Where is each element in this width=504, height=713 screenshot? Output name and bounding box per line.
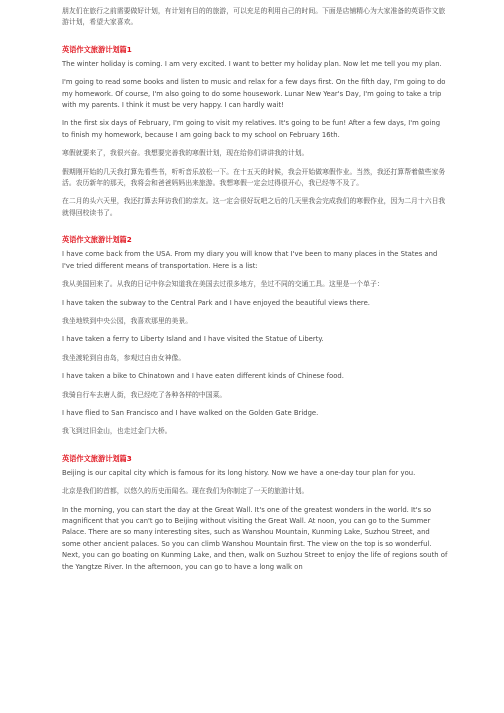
section-1-title: 英语作文旅游计划篇1 <box>62 44 132 54</box>
section-2-paragraph-9: I have flied to San Francisco and I have walked on the Golden Gate Bridge. <box>62 408 319 417</box>
section-1-paragraph-6: 在二月的头六天里，我还打算去拜访我们的亲友。这一定会很好玩吧之后的几天里我会完成我们的寒假作业，因为二月十六日我就得回校读书了。 <box>62 197 446 217</box>
section-2-paragraph-3: I have taken the subway to the Central Park and I have enjoyed the beautiful views there. <box>62 298 370 307</box>
section-2-paragraph-4: 我坐地铁到中央公园，我喜欢那里的美景。 <box>62 316 193 325</box>
document-body <box>62 6 448 580</box>
section-2-paragraph-8: 我骑自行车去唐人街，我已经吃了各种各样的中国菜。 <box>62 390 227 399</box>
section-3-paragraph-1: Beijing is our capital city which is famous for its long history. Now we have a one-day tour plan for you. <box>62 468 416 477</box>
section-2-paragraph-1: I have come back from the USA. From my diary you will know that I've been to many places in the States and I've tried different means of transportation. Here is a list: <box>62 250 438 270</box>
intro-paragraph: 朋友们在旅行之前需要做好计划，有计划有目的的旅游，可以充足的利用自己的时间。下面是店铺精心为大家准备的英语作文旅游计划，希望大家喜欢。 <box>62 7 446 27</box>
section-3-paragraph-2: 北京是我们的首都，以悠久的历史而闻名。现在我们为你制定了一天的旅游计划。 <box>62 487 309 496</box>
section-2-paragraph-5: I have taken a ferry to Liberty Island and I have visited the Statue of Liberty. <box>62 335 324 344</box>
section-1-paragraph-3: In the first six days of February, I'm going to visit my relatives. It's going to be fun! After a few days, I'm going to finish my homework, because I am going back to my school on February 16th. <box>62 119 441 139</box>
section-2-paragraph-7: I have taken a bike to Chinatown and I have eaten different kinds of Chinese food. <box>62 372 344 381</box>
section-2-paragraph-10: 我飞到过旧金山，也走过金门大桥。 <box>62 427 172 436</box>
section-2-paragraph-6: 我坐渡轮到自由岛，参观过自由女神像。 <box>62 353 186 362</box>
section-2-title: 英语作文旅游计划篇2 <box>62 235 132 245</box>
section-2-paragraph-2: 我从美国回来了。从我的日记中你会知道我在美国去过很多地方，坐过不同的交通工具。这里是一个单子： <box>62 280 384 289</box>
section-1-paragraph-2: I'm going to read some books and listen to music and relax for a few days first. On the fifth day, I'm going to do my homework. Of course, I'm also going to do some housework. Lunar New Year's Day, I'm going to take a trip with my parents. I think it must be very happy. I can hardly wait! <box>62 78 446 110</box>
section-1-paragraph-1: The winter holiday is coming. I am very excited. I want to better my holiday plan. Now let me tell you my plan. <box>62 59 442 68</box>
section-1-paragraph-5: 假期刚开始的几天我打算先看些书，听听音乐放松一下。在十五天的时候，我会开始做寒假作业。当然，我还打算帮着做些家务活。农历新年的那天，我将会和爸爸妈妈出来旅游。我想寒假一定会过得很开心，我已经等不及了。 <box>62 167 446 188</box>
section-1-paragraph-4: 寒假就要来了，我很兴奋。我想要完善我的寒假计划，现在给你们讲讲我的计划。 <box>62 149 309 158</box>
section-3-title: 英语作文旅游计划篇3 <box>62 453 132 463</box>
section-3-paragraph-3: In the morning, you can start the day at the Great Wall. It's one of the greatest wonders in the world. It's so magnificent that you can't go to Beijing without visiting the Great Wall. At noon, you can go to the Summer Palace. There are so many interesting sites, such as Wanshou Mountain, Kunming Lake, Suzhou Street, and some other ancient palaces. So you can climb Wanshou Mountain first. The view on the top is so wonderful. Next, you can go boating on Kunming Lake, and then, walk on Suzhou Street to enjoy the life of regions south of the Yangtze River. In the afternoon, you can go to have a long walk on <box>62 505 448 571</box>
